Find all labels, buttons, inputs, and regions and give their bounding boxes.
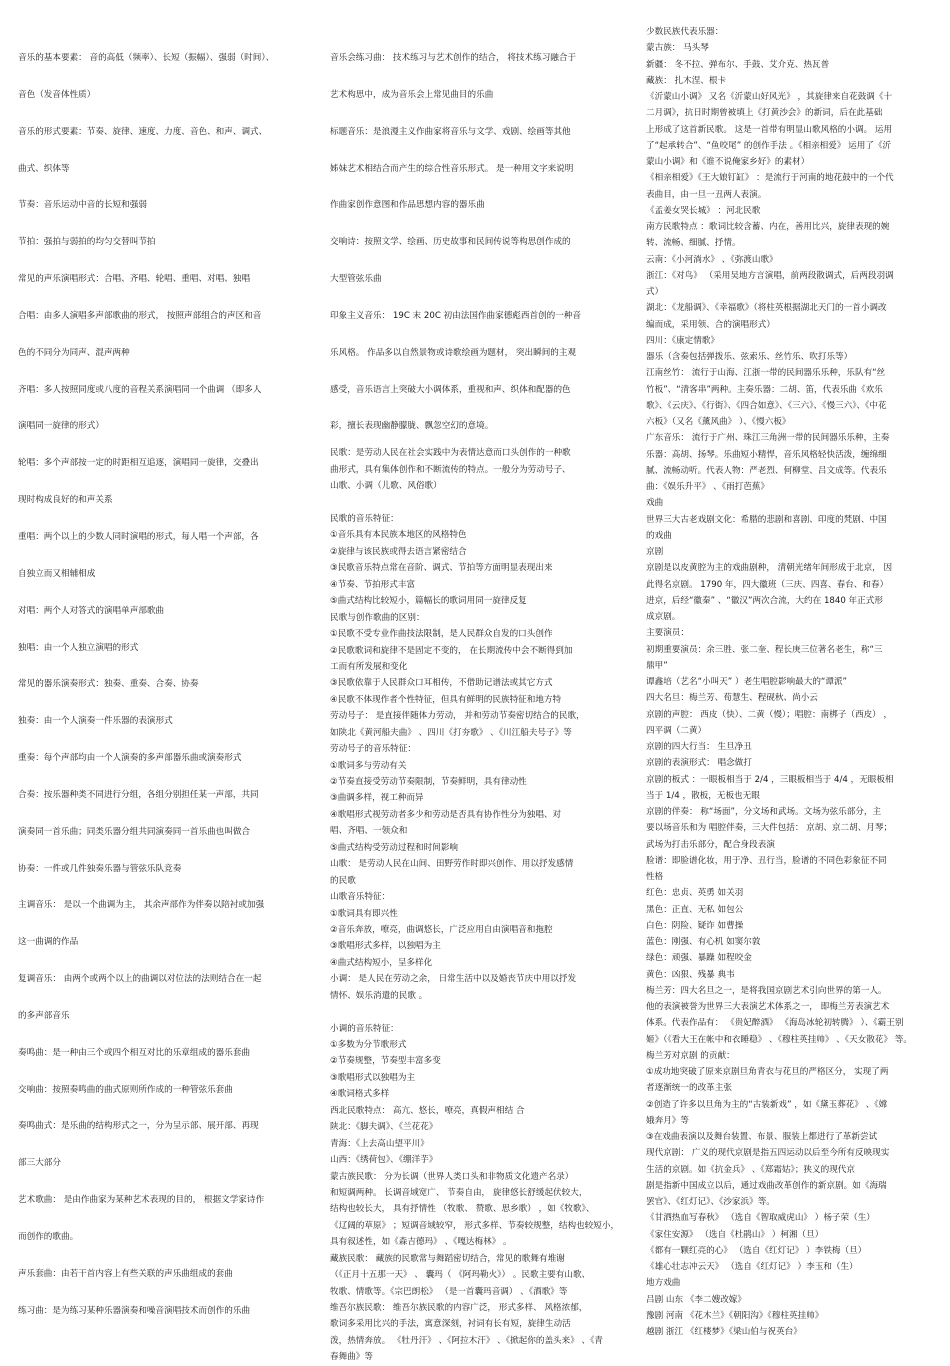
text-line: 云南：《小河淌水》 、《弥渡山歌》 [646, 254, 778, 265]
text-line: 印象主义音乐： 19C 末 20C 初由法国作曲家德彪西首创的一种音 [330, 310, 582, 321]
column-middle [330, 0, 626, 1366]
text-line: ④歌词格式多样 [330, 1089, 390, 1100]
text-line: 音乐的形式要素：节奏、旋律、速度、力度、音色、和声、调式、 [18, 126, 268, 137]
text-line: 小调的音乐特征： [330, 1023, 399, 1034]
text-line: 重奏：每个声部均由一个人演奏的多声部器乐曲或演奏形式 [18, 753, 242, 764]
text-line [330, 495, 626, 511]
text-line: 常见的声乐演唱形式：合唱、齐唱、轮唱、重唱、对唱、独唱 [18, 274, 251, 285]
text-line: 武场为打击乐部分，配合身段表演 [646, 839, 775, 850]
text-line: 式） [646, 287, 664, 297]
text-line: 曲：《娱乐升平》 、《雨打芭蕉》 [646, 482, 770, 492]
text-line: 和短调两种。 长调音域宽广、 节奏自由， 旋律悠长舒缓起伏较大， [330, 1187, 588, 1198]
text-line: 曲形式，具有集体创作和不断流传的特点。一般分为劳动号子、 [330, 464, 571, 475]
text-line: ②旋律与该民族或得去语言紧密结合 [330, 546, 467, 557]
text-line: ⑤曲式结构比较短小，篇幅长的歌词用同一旋律反复 [330, 596, 527, 607]
text-line: 《都有一颗红亮的心》 （选自《红灯记》 ）李铁梅（旦） [646, 1245, 867, 1256]
text-line: 《辽阔的草原》 ；短调音域较窄， 形式多样、节奏较规整，结构也较短小， [330, 1220, 620, 1231]
text-line: ②音乐奔放，嘹亮，曲调悠长，广泛应用自由演唱音和拖腔 [330, 924, 553, 935]
text-line: 南方民歌特点 ：歌词比较含蓄、内在，善用比兴，旋律表现的婉 [646, 222, 890, 232]
text-line: 自独立而又相辅相成 [18, 568, 96, 579]
text-line: 歌》、《云庆》、《行街》、《四合如意》、《三六》、《慢三六》、《中花 [646, 400, 887, 411]
text-line: 梅兰芳：四大名旦之一，是将我国京剧艺术引向世界的第一人。 [646, 985, 887, 996]
text-line: 维吾尔族民歌： 维吾尔族民歌的内容广泛， 形式多样、 风格浓郁， [330, 1303, 588, 1314]
text-line: 竹板”、“清客串”两种。主奏乐器：二胡、笛，代表乐曲《欢乐 [646, 384, 883, 395]
text-line: 此得名京剧。 1790 年，四大徽班（三庆、四喜、春台、和春） [646, 579, 889, 590]
text-line: 鼎甲” [646, 660, 668, 671]
text-line: 民歌的音乐特征： [330, 514, 399, 525]
text-line: 民歌：是劳动人民在社会实践中为表情达意而口头创作的一种歌 [330, 448, 571, 459]
text-line: 红色：忠贞、英勇 如关羽 [646, 888, 744, 899]
text-line: 要以场音乐和为 唱腔伴奏，三大件包括： 京胡、京二胡、月琴； [646, 823, 893, 834]
text-line: 姬》（《看大王在帐中和衣睡稳》 、《穆柱英挂帅》 、《天女散花》 等。 [646, 1034, 912, 1045]
text-line: 主调音乐： 是以一个曲调为主， 其余声部作为伴奏以陪衬或加强 [18, 900, 265, 911]
text-line: 常见的器乐演奏形式：独奏、重奏、合奏、协奏 [18, 679, 199, 690]
text-line: 山歌、小调（儿歌、风俗歌） [330, 481, 442, 492]
text-line: 而创作的歌曲。 [18, 1232, 79, 1242]
text-line: 腻、流畅动听。代表人物：严老烈、何柳堂、吕文成等。代表乐 [646, 465, 887, 476]
text-line: 剧是指新中国成立以后，通过戏曲改革创作的新京剧。如《海瑞 [646, 1180, 887, 1191]
text-line: 陕北：《脚夫调》、《兰花花》 [330, 1122, 438, 1133]
column-right [646, 0, 936, 1340]
text-line: 京剧是以皮黄腔为主的戏曲剧种， 清朝光绪年间形成于北京， 因 [646, 563, 893, 574]
text-line [330, 1004, 626, 1020]
text-line: 奏鸣曲式：是乐曲的结构形式之一，分为呈示部、展开部、再现 [18, 1121, 259, 1132]
text-line: 蓝色：刚强、有心机 如窦尔敦 [646, 937, 761, 947]
text-line: 音乐会练习曲： 技术练习与艺术创作的结合， 将技术练习融合于 [330, 53, 577, 63]
text-line: 进京，后经“徽秦” 、“徽汉”两次合流，大约在 1840 年正式形 [646, 595, 883, 606]
text-line: 编而成，采用领、合的演唱形式） [646, 319, 775, 330]
text-line: 地方戏曲 [646, 1278, 681, 1289]
text-line: 音色（发音体性质） [18, 89, 96, 100]
text-line: 结构也较长大， 具有抒情性 （牧歌、 赞歌、思乡歌） ，如《牧歌》、 [330, 1204, 595, 1215]
text-line: 《家住安源》 （选自《杜鹃山》 ）柯湘（旦） [646, 1229, 824, 1240]
text-line: 湖北：《龙船调》、《幸福歌》（将柱英根据湖北天门的一首小调改 [646, 303, 887, 314]
text-line: 成京剧。 [646, 612, 681, 622]
text-line: 西北民歌特点： 高亢、悠长，嘹亮，真假声相结 合 [330, 1105, 525, 1116]
text-line: 山歌音乐特征： [330, 892, 391, 903]
text-line: 世界三大古老戏剧文化：希腊的悲剧和喜剧、印度的梵剧、中国 [646, 514, 887, 525]
text-line: 劳动号子： 是直接伴随体力劳动， 并和劳动节奏密切结合的民歌， [330, 711, 585, 722]
text-line: 《相亲相爱》《王大娘钉缸》 ：是流行于河南的地花鼓中的一个代 [646, 173, 894, 184]
text-line: 节奏：音乐运动中音的长短和强弱 [18, 200, 147, 211]
text-line: 奏鸣曲：是一种由三个或四个相互对比的乐章组成的器乐套曲 [18, 1047, 251, 1058]
text-line: 京剧的四大行当： 生旦净丑 [646, 742, 752, 752]
text-line: 作曲家创作意图和作品思想内容的器乐曲 [330, 200, 485, 211]
text-line: ①多数为分节歌形式 [330, 1040, 407, 1051]
text-line: 交响诗：按照文学、绘画、历史故事和民间传说等构思创作成的 [330, 237, 571, 248]
text-line: 牧歌、情歌等。《宗巴朗松》 （是一首囊玛音调） 、《酒歌》等 [330, 1286, 568, 1297]
text-line: 声乐套曲：由若干首内容上有些关联的声乐曲组成的套曲 [18, 1268, 233, 1279]
text-line: ⑤曲式结构受劳动过程和时间影响 [330, 842, 459, 853]
text-line: ③在戏曲表演以及舞台装置、布景、服装上都进行了革新尝试 [646, 1132, 878, 1142]
text-line: 这一曲调的作品 [18, 937, 79, 948]
text-line: 青海：《上去高山望平川》 [330, 1138, 429, 1149]
text-line: 乐器：高胡、扬琴。乐曲短小精悍，音乐风格轻快活泼，缠绵细 [646, 449, 887, 460]
text-line: 大型管弦乐曲 [330, 274, 382, 285]
text-line: 娥奔月》等 [646, 1115, 689, 1126]
text-line: 戏曲 [646, 498, 664, 509]
text-line: ④曲式结构短小，呈多样化 [330, 957, 433, 968]
text-line: 如陕北《黄河船夫曲》 、四川《打夯歌》 、《川江船夫号子》等 [330, 727, 572, 738]
text-line: 音乐的基本要素： 音的高低（频率）、长短（振幅）、强弱（时间）、 [18, 53, 275, 63]
text-line: ①歌词具有即兴性 [330, 908, 398, 919]
text-line: 小调： 是人民在劳动之余， 日常生活中以及婚丧节庆中用以抒发 [330, 974, 577, 985]
text-line: 当于 1/4 ，散板，无板也无眼 [646, 790, 760, 801]
text-line: 演奏同一首乐曲；同类乐器分组共同演奏同一首乐曲也叫做合 [18, 826, 251, 837]
text-line: 白色：阴险、疑诈 如曹操 [646, 920, 744, 931]
column-left [18, 0, 318, 1330]
text-line: 具有叙述性，如《森吉德玛》 、《嘎达梅林》 。 [330, 1237, 512, 1248]
text-line: 黄色：凶狠、残暴 典韦 [646, 969, 735, 980]
text-line: 艺术构思中，成为音乐会上常见曲目的乐曲 [330, 89, 494, 100]
text-line: 京剧的表演形式： 唱念做打 [646, 758, 752, 769]
text-line: 独奏：由一个人演奏一件乐器的表演形式 [18, 716, 173, 727]
text-line: 齐唱：多人按照同度或八度的音程关系演唱同一个曲调 （即多人 [18, 384, 262, 395]
text-line: 乐风格。 作品多以自然景物或诗歌绘画为题材， 突出瞬间的主观 [330, 347, 577, 358]
text-line: 《甘洒热血写春秋》 （选自《智取威虎山》 ）杨子荣（生） [646, 1213, 875, 1224]
text-line: 器乐（含奏包括弹拨乐、弦索乐、丝竹乐、吹打乐等） [646, 352, 853, 362]
text-line: 绿色：顽强、暴躁 如程咬金 [646, 953, 752, 964]
text-line: 他的表演被誉为世界三大表演艺术体系之一， 即梅兰芳表演艺术 [646, 1002, 890, 1012]
text-line: 现代京剧： 广义的现代京剧是指五四运动以后至今所有反映现实 [646, 1148, 890, 1159]
text-line: 《沂蒙山小调》 又名《沂蒙山好风光》 ，其旋律来自花鼓调《十 [646, 92, 893, 102]
text-line: 四平调（二黄） [646, 725, 707, 736]
text-line: 重唱：两个以上的少数人同时演唱的形式，每人唱一个声部，各 [18, 531, 259, 542]
column-middle-bottom [330, 445, 626, 1366]
text-line: 蒙山小调》和《谁不说俺家乡好》的素材） [646, 157, 810, 167]
text-line: 独唱：由一个人独立演唱的形式 [18, 642, 139, 653]
text-line: 的多声部音乐 [18, 1010, 70, 1021]
text-line: 上形成了这首新民歌。 这是一首带有明显山歌风格的小调。 运用 [646, 124, 893, 135]
text-line: 标题音乐：是浪漫主义作曲家将音乐与文学、戏剧、绘画等其他 [330, 126, 571, 137]
text-line: 协奏：一件或几件独奏乐器与管弦乐队竞奏 [18, 863, 182, 874]
text-line: 谭鑫培（艺名“小叫天” ）老生唱腔影响最大的“谭派” [646, 677, 848, 687]
text-line: 合奏：按乐器种类不同进行分组，各组分别担任某一声部，共同 [18, 789, 259, 800]
text-line: 梅兰芳对京剧 的贡献： [646, 1050, 735, 1061]
text-line: 京剧的伴奏： 称“场面”，分文场和武场。文场为弦乐部分，主 [646, 807, 882, 817]
text-line: ②节奏规整，节奏型丰富多变 [330, 1056, 441, 1067]
text-line: 春舞曲》等 [330, 1352, 373, 1363]
text-line: 练习曲：是为练习某种乐器演奏和噪音演唱技术而创作的乐曲 [18, 1305, 251, 1316]
text-line: 脸谱：即脸谱化妆，用于净、丑行当，脸谱的不同色彩象征不同 [646, 855, 887, 866]
text-line: 合唱：由多人演唱多声部歌曲的形式， 按照声部组合的声区和音 [18, 310, 262, 321]
text-line: 黑色：正直、无私 如包公 [646, 904, 744, 915]
text-line: 性格 [646, 872, 664, 882]
text-line: 新疆： 冬不拉、弹布尔、手鼓、艾介克、热瓦普 [646, 59, 830, 70]
text-line: ④节奏、节拍形式丰富 [330, 579, 416, 590]
text-line: 京剧 [646, 547, 664, 557]
text-line: 四川：《康定情歌》 [646, 335, 720, 346]
text-line: 情怀、娱乐消遣的民歌 。 [330, 990, 428, 1001]
text-line: 蒙古族民歌： 分为长调（世界人类口头和非物质文化遗产名录） [330, 1171, 574, 1182]
text-line: ③曲调多样，视工种而异 [330, 793, 424, 804]
text-line: （《正月十五那一天》 、 囊玛（ 《阿玛勒火》） 。民歌主要有山歌、 [330, 1270, 591, 1281]
text-line: ③民歌音乐特点常在音阶、调式、节拍等方面明显表现出来 [330, 563, 553, 574]
text-line: 泼，热情奔放。 《牡丹汗》 、《阿拉木汗》 、《掀起你的盖头来》 、《青 [330, 1335, 604, 1346]
text-line: 节拍：强拍与弱拍的均匀交替叫节拍 [18, 237, 156, 248]
text-line: ①歌词多与劳动有关 [330, 760, 407, 771]
text-line: 少数民族代表乐器： [646, 27, 724, 37]
text-line: 初期重要演员：余三胜、张二奎、程长庚三位著名老生，称“三 [646, 644, 883, 655]
column-middle-top [330, 40, 626, 445]
text-line: 感受，音乐语言上突破大小调体系，重视和声、织体和配器的色 [330, 384, 571, 395]
text-line: 吕剧 山东 《李二嫂改嫁》 [646, 1294, 746, 1305]
text-line: 表曲目，由一旦一丑两人表演。 [646, 189, 767, 200]
text-line: ②创造了许多以旦角为主的“古装新戏” ，如《黛玉葬花》 、《嫦 [646, 1099, 888, 1110]
text-line: ③歌唱形式以独唱为主 [330, 1072, 416, 1083]
text-line: 越剧 浙江 《红楼梦》《梁山伯与祝英台》 [646, 1327, 802, 1337]
text-line: 罢官》、《红灯记》、《沙家浜》等。 [646, 1197, 775, 1207]
text-line: 部三大部分 [18, 1158, 61, 1169]
text-line: 山歌： 是劳动人民在山间、田野劳作时即兴创作、用以抒发感情 [330, 859, 574, 870]
text-line: 曲式、织体等 [18, 163, 70, 174]
text-line: 民歌与创作歌曲的区别： [330, 612, 425, 623]
text-line: 复调音乐： 由两个或两个以上的曲调以对位法的法则结合在一起 [18, 974, 262, 985]
text-line: 山西：《绣荷包》、《绷洋芋》 [330, 1155, 438, 1166]
text-line: 艺术歌曲： 是由作曲家为某种艺术表现的目的， 根据文学家诗作 [18, 1195, 265, 1206]
text-line: 色的不同分为同声、混声两种 [18, 347, 130, 358]
text-line: 江南丝竹： 流行于山海、江浙一带的民间器乐乐种，乐队有“丝 [646, 368, 886, 379]
text-line: 者逐渐统一的改革主张 [646, 1083, 732, 1094]
text-line: ①民歌不受专业作曲技法限制，是人民群众自发的口头创作 [330, 629, 553, 640]
text-line: 歌词多采用比兴的手法，寓意深刻，衬词有长有短，旋律生动活 [330, 1319, 571, 1330]
text-line: 体系。代表作品有： 《贵妃醉酒》 《海岛冰轮初转腾》 ）、《霸王别 [646, 1018, 904, 1029]
text-line: 唱、齐唱、一领众和 [330, 826, 408, 837]
text-line: 二月调》，抗日时期曾被填上《打黄沙会》的新词，后在此基础 [646, 108, 883, 119]
text-line: 豫剧 河南 《花木兰》《朝阳沟》《穆柱英挂帅》 [646, 1310, 824, 1321]
text-line: 主要演员： [646, 628, 689, 639]
text-line: ①成功地突破了原来京剧旦角青衣与花旦的严格区分， 实现了两 [646, 1067, 889, 1077]
text-line: 蒙古族： 马头琴 [646, 43, 709, 54]
text-line: 广东音乐： 流行于广州、珠江三角洲一带的民间器乐乐种，主奏 [646, 433, 890, 444]
text-line: ②节奏直接受劳动节奏限制，节奏鲜明，具有律动性 [330, 777, 527, 788]
text-line: 藏族： 扎木涅、根卡 [646, 75, 727, 86]
text-line: 对唱：两个人对答式的演唱单声部歌曲 [18, 605, 165, 616]
text-line: 六板》（又名《薰风曲》 ）、《慢六板》 [646, 417, 791, 427]
text-line: 的戏曲 [646, 530, 672, 541]
text-line: ②民歌歌词和旋律不是固定不变的， 在长期流传中会不断得到加 [330, 645, 573, 656]
text-line: 交响曲：按照奏鸣曲的曲式原则所作成的一种管弦乐套曲 [18, 1084, 233, 1095]
text-line: 了“起承转合”、“鱼咬尾” 的创作手法 。《相亲相爱》 运用了《沂 [646, 140, 892, 151]
text-line: 现时构成良好的和声关系 [18, 495, 113, 506]
text-line: 四大名旦：梅兰芳、荀慧生、程砚秋、尚小云 [646, 693, 818, 704]
text-line: 藏族民歌： 藏族的民歌常与舞蹈密切结合，常见的歌舞有堆谢 [330, 1253, 565, 1264]
text-line: 《孟姜女哭长城》 ：河北民歌 [646, 205, 761, 216]
text-line: 的民歌 [330, 875, 356, 886]
text-line: 工而有所发展和变化 [330, 661, 408, 672]
text-line: 生活的京剧。如《抗金兵》 、《郑霜姑》；狭义的现代京 [646, 1164, 855, 1175]
text-line: 演唱同一旋律的形式） [18, 421, 104, 432]
text-line: ③歌唱形式多样，以独唱为主 [330, 941, 441, 952]
text-line: 彩，擅长表现幽静朦胧、飘忽空幻的意境。 [330, 421, 494, 432]
text-line: ④歌唱形式视劳动者多少和劳动是否具有协作性分为独唱、对 [330, 809, 562, 820]
text-line: 京剧的声腔： 西皮（快）、二黄（慢）；唱腔：南梆子（西皮） ， [646, 709, 893, 720]
text-line: 转、流畅、细腻、抒情。 [646, 238, 741, 249]
text-line: 劳动号子的音乐特征： [330, 744, 416, 755]
text-line: 《雄心壮志冲云天》 （选自《红灯记》 ）李玉和（生） [646, 1262, 858, 1272]
text-line: 浙江：《对鸟》 （采用吴地方言演唱，前两段散调式，后两段羽调 [646, 270, 894, 281]
text-line: 轮唱：多个声部按一定的时距相互追逐，演唱同一旋律，交叠出 [18, 458, 259, 469]
text-line: 姊妹艺术相结合而产生的综合性音乐形式。 是一种用文字来说明 [330, 163, 574, 174]
text-line: ①音乐具有本民族本地区的风格特色 [330, 530, 467, 541]
text-line: ③民歌依靠于人民群众口耳相传，不借助记谱法或其它方式 [330, 678, 553, 689]
text-line: 京剧的板式 ：一眼板相当于 2/4 ，三眼板相当于 4/4 ，无眼板相 [646, 774, 894, 785]
text-line: ④民歌不体现作者个性特征，但具有鲜明的民族特征和地方特 [330, 694, 562, 705]
